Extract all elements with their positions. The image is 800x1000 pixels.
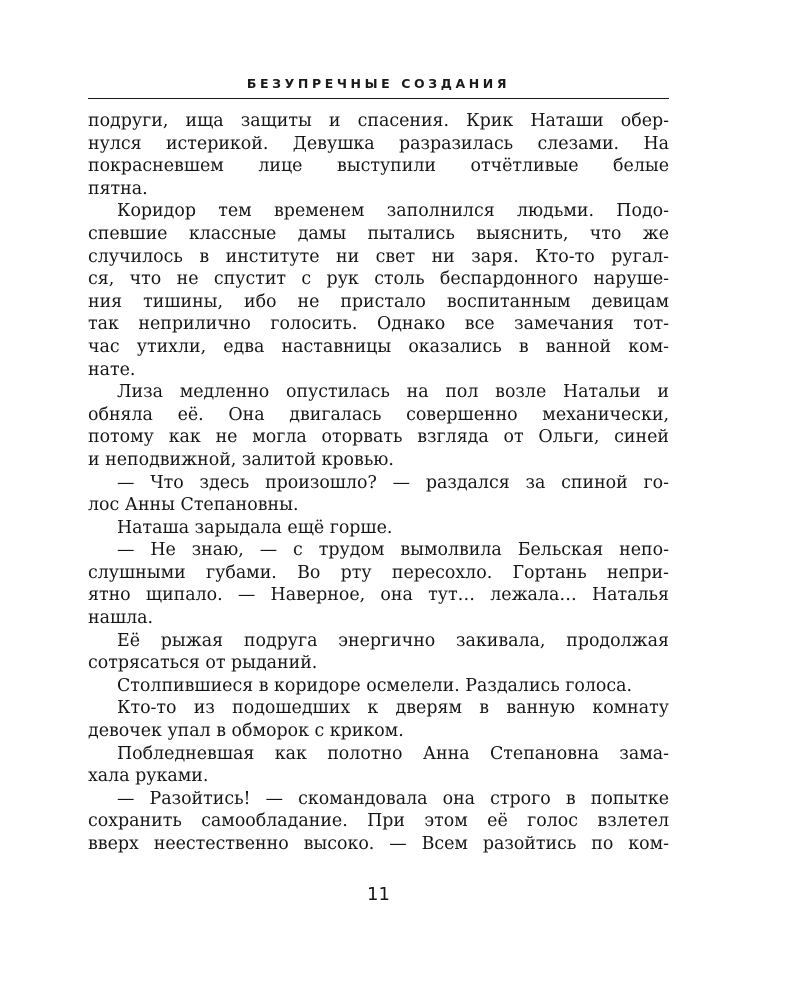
text-line: — Что здесь произошло? — раздался за спиной го- [117, 472, 669, 493]
text-line: так неприлично голосить. Однако все замечания тот- [88, 314, 669, 335]
text-line: — Разойтись! — скомандовала она строго в попытке [117, 788, 669, 809]
text-line: пятна. [88, 178, 148, 199]
text-line: подруги, ища защиты и спасения. Крик Наташи обер- [88, 111, 669, 131]
text-line: хала руками. [88, 766, 209, 787]
text-line: ния тишины, ибо не пристало воспитанным девицам [88, 291, 669, 312]
text-line: — Не знаю, — с трудом вымолвила Бельская непо- [117, 540, 669, 561]
text-line: ятно щипало. — Наверное, она тут… лежала… Наталья [88, 585, 669, 606]
text-line: Побледневшая как полотно Анна Степановна зама- [117, 743, 669, 764]
text-line: Кто-то из подошедших к дверям в ванную комнату [117, 698, 669, 719]
page-number: 11 [367, 884, 390, 905]
running-header: БЕЗУПРЕЧНЫЕ СОЗДАНИЯ [246, 76, 511, 91]
text-line: сохранить самообладание. При этом её голос взлетел [88, 811, 669, 832]
text-line: сотрясаться от рыданий. [88, 653, 318, 674]
text-line: нашла. [88, 608, 154, 629]
text-line: девочек упал в обморок с криком. [88, 721, 404, 742]
text-line: покрасневшем лице выступили отчётливые белые [88, 156, 669, 177]
text-line: нате. [88, 359, 136, 380]
text-line: лос Анны Степановны. [88, 495, 299, 516]
text-line: и неподвижной, залитой кровью. [88, 449, 394, 470]
text-line: Её рыжая подруга энергично закивала, продолжая [117, 630, 669, 651]
text-line: час утихли, едва наставницы оказались в ванной ком- [88, 336, 669, 357]
text-line: слушными губами. Во рту пересохло. Гортань непри- [88, 562, 669, 583]
text-line: Лиза медленно опустилась на пол возле Натальи и [117, 382, 669, 403]
text-line: вверх неестественно высоко. — Всем разойтись по ком- [88, 834, 669, 854]
text-line: Коридор тем временем заполнился людьми. Подо- [117, 201, 669, 222]
text-line: ся, что не спустит с рук столь беспардонного наруше- [88, 269, 669, 290]
text-line: обняла её. Она двигалась совершенно механически, [88, 404, 669, 425]
header-rule [88, 98, 669, 99]
text-line: потому как не могла оторвать взгляда от Ольги, синей [88, 427, 669, 448]
text-line: Наташа зарыдала ещё горше. [117, 517, 393, 538]
text-line: случилось в институте ни свет ни заря. Кто-то ругал- [88, 246, 669, 267]
body-text [88, 110, 669, 856]
text-line: Столпившиеся в коридоре осмелели. Раздались голоса. [117, 675, 633, 696]
text-line: нулся истерикой. Девушка разразилась слезами. На [88, 133, 669, 154]
text-line: спевшие классные дамы пытались выяснить, что же [88, 223, 669, 244]
